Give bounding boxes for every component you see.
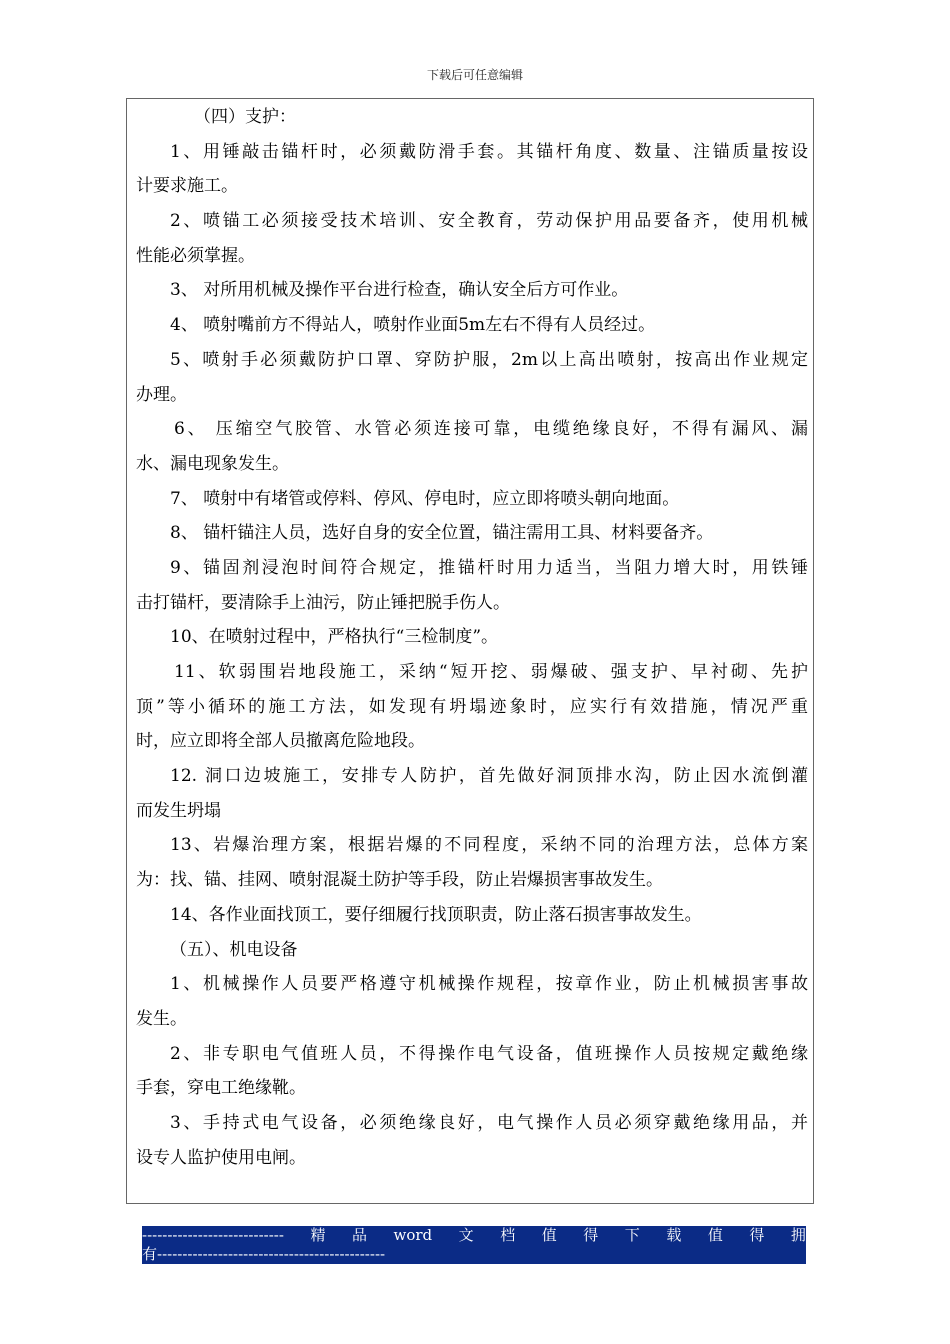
paragraph-line: 设专人监护使用电闸。 (136, 1147, 306, 1168)
banner-word: 得 (749, 1226, 765, 1244)
banner-word: 精 (310, 1226, 326, 1244)
paragraph-line: 4、 喷射嘴前方不得站人，喷射作业面5m左右不得有人员经过。 (170, 315, 656, 336)
paragraph-line: 顶”等小循环的施工方法，如发现有坍塌迹象时，应实行有效措施，情况严重 (136, 696, 808, 717)
paragraph-line: 3、 对所用机械及操作平台进行检查，确认安全后方可作业。 (170, 280, 629, 301)
footer-banner (142, 1226, 806, 1264)
paragraph-line: 发生。 (136, 1008, 187, 1029)
document-body (136, 100, 808, 1175)
header-note: 下载后可任意编辑 (426, 68, 523, 82)
paragraph-line: 8、 锚杆锚注人员，选好自身的安全位置，锚注需用工具、材料要备齐。 (170, 523, 714, 544)
paragraph-line: 为：找、锚、挂网、喷射混凝土防护等手段，防止岩爆损害事故发生。 (136, 870, 663, 891)
paragraph-line: 2、喷锚工必须接受技术培训、安全教育，劳动保护用品要备齐，使用机械 (170, 211, 808, 232)
paragraph-line: 13、岩爆治理方案，根据岩爆的不同程度，采纳不同的治理方法，总体方案 (170, 835, 808, 856)
banner-word: 下 (624, 1226, 640, 1244)
banner-word: 拥 (790, 1226, 806, 1244)
paragraph-line: 性能必须掌握。 (136, 245, 255, 266)
paragraph-line: 12. 洞口边坡施工，安排专人防护，首先做好洞顶排水沟，防止因水流倒灌 (170, 766, 808, 787)
section-heading-electromechanical: （五）、机电设备 (170, 939, 298, 960)
paragraph-line: 而发生坍塌 (136, 800, 221, 821)
paragraph-line: 1、机械操作人员要严格遵守机械操作规程，按章作业，防止机械损害事故 (170, 974, 808, 995)
paragraph-line: 6、 压缩空气胶管、水管必须连接可靠，电缆绝缘良好，不得有漏风、漏 (174, 419, 808, 440)
footer-banner-line-2: 有--------------------------------------------- (142, 1245, 386, 1263)
paragraph-line: 2、非专职电气值班人员，不得操作电气设备，值班操作人员按规定戴绝缘 (170, 1043, 808, 1064)
paragraph-line: 3、手持式电气设备，必须绝缘良好，电气操作人员必须穿戴绝缘用品，并 (170, 1112, 808, 1133)
paragraph-line: 7、 喷射中有堵管或停料、停风、停电时，应立即将喷头朝向地面。 (170, 488, 680, 509)
paragraph-line: 击打锚杆，要清除手上油污，防止锤把脱手伤人。 (136, 592, 510, 613)
paragraph-line: 办理。 (136, 384, 187, 405)
paragraph-line: 5、喷射手必须戴防护口罩、穿防护服，2m以上高出喷射，按高出作业规定 (170, 349, 808, 370)
paragraph-line: 9、锚固剂浸泡时间符合规定，推锚杆时用力适当，当阻力增大时，用铁锤 (170, 557, 808, 578)
footer-banner-line-1 (142, 1226, 806, 1245)
banner-word: 档 (500, 1226, 516, 1244)
paragraph-line: 水、漏电现象发生。 (136, 453, 289, 474)
paragraph-line: 14、各作业面找顶工，要仔细履行找顶职责，防止落石损害事故发生。 (170, 904, 702, 925)
banner-word: 载 (666, 1226, 682, 1244)
section-heading-support: （四）支护： (194, 107, 296, 127)
paragraph-line: 时，应立即将全部人员撤离危险地段。 (136, 731, 425, 752)
banner-word: 文 (458, 1226, 474, 1244)
banner-word: 品 (351, 1226, 367, 1244)
banner-word: 值 (707, 1226, 723, 1244)
paragraph-line: 计要求施工。 (136, 176, 238, 197)
paragraph-line: 1、用锤敲击锚杆时，必须戴防滑手套。其锚杆角度、数量、注锚质量按设 (170, 141, 808, 162)
banner-word: word (393, 1226, 433, 1244)
paragraph-line: 手套，穿电工绝缘靴。 (136, 1078, 306, 1099)
paragraph-line: 11、软弱围岩地段施工，采纳“短开挖、弱爆破、强支护、早衬砌、先护 (174, 662, 808, 682)
banner-dashes: ---------------------------- (142, 1226, 284, 1244)
banner-word: 值 (541, 1226, 557, 1244)
paragraph-line: 10、在喷射过程中，严格执行“三检制度”。 (170, 627, 499, 648)
banner-word: 得 (583, 1226, 599, 1244)
